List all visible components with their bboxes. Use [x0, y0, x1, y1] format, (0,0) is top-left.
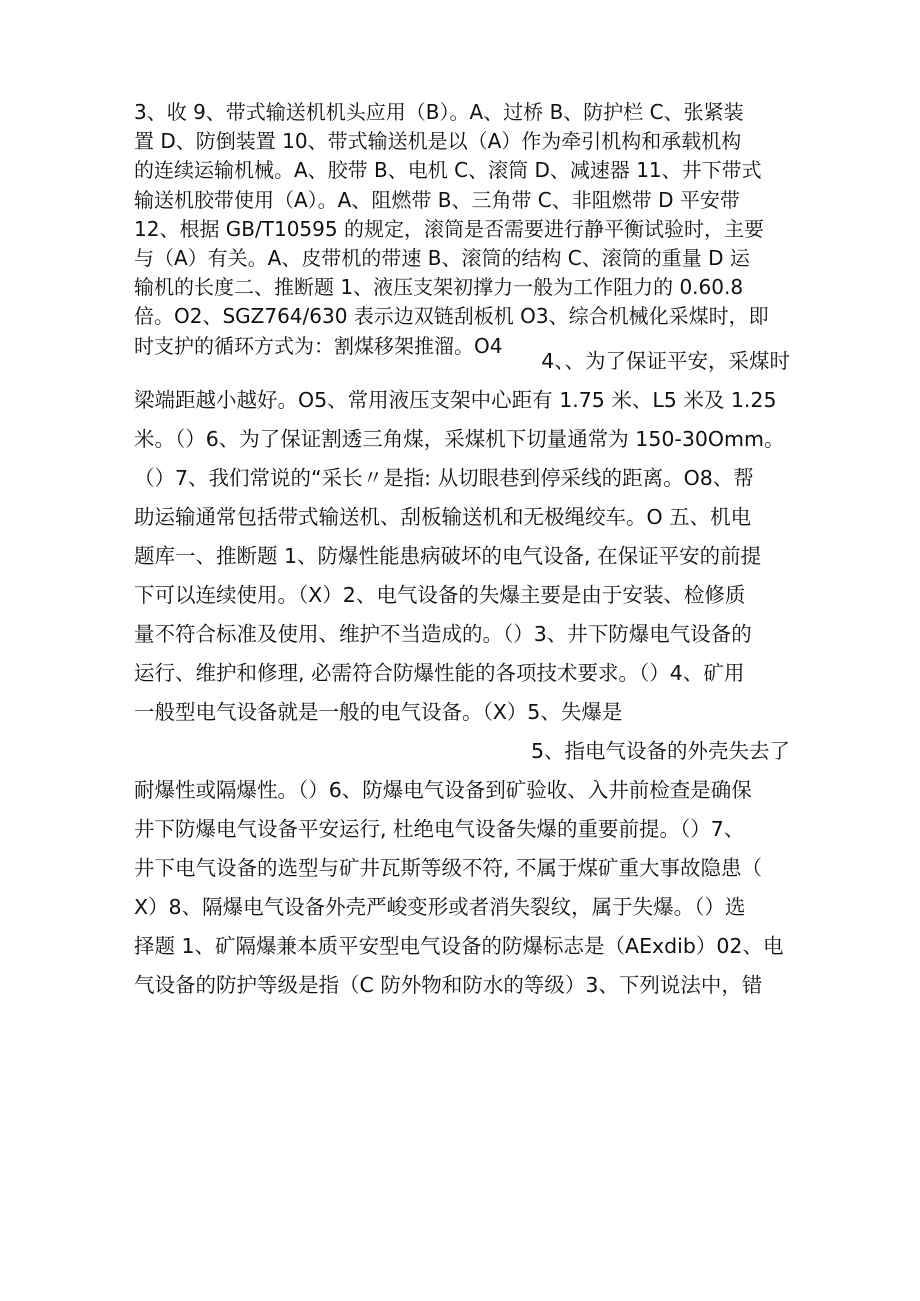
- text-line: 耐爆性或隔爆性。（）6、防爆电气设备到矿验收、入井前检查是确保: [134, 778, 752, 802]
- text-line: 一般型电气设备就是一般的电气设备。（X）5、失爆是: [134, 700, 623, 724]
- text-line: 运行、维护和修理, 必需符合防爆性能的各项技术要求。（）4、矿用: [134, 661, 745, 685]
- text-line: 助运输通常包括带式输送机、刮板输送机和无极绳绞车。O 五、机电: [134, 505, 752, 529]
- text-line: 题库一、推断题 1、防爆性能患病破坏的电气设备, 在保证平安的前提: [134, 544, 762, 568]
- text-line: 与（A）有关。A、皮带机的带速 B、滚筒的结构 C、滚筒的重量 D 运: [134, 245, 750, 270]
- text-line: 下可以连续使用。（X）2、电气设备的失爆主要是由于安装、检修质: [134, 583, 746, 607]
- text-line: 量不符合标准及使用、维护不当造成的。（）3、井下防爆电气设备的: [134, 622, 752, 646]
- text-line: X）8、隔爆电气设备外壳严峻变形或者消失裂纹，属于失爆。（）选: [134, 895, 746, 919]
- text-line-right-aligned: 4、、为了保证平安，采煤时: [541, 349, 790, 373]
- text-line: 输送机胶带使用（A）。A、阻燃带 B、三角带 C、非阻燃带 D 平安带: [134, 187, 740, 212]
- text-line: 井下电气设备的选型与矿井瓦斯等级不符, 不属于煤矿重大事故隐患（: [134, 856, 763, 880]
- text-line: 梁端距越小越好。O5、常用液压支架中心距有 1.75 米、L5 米及 1.25: [134, 388, 777, 412]
- text-line: 井下防爆电气设备平安运行, 杜绝电气设备失爆的重要前提。（）7、: [134, 817, 745, 841]
- text-block-upper: [134, 98, 794, 361]
- text-line: 择题 1、矿隔爆兼本质平安型电气设备的防爆标志是（AExdib）02、电: [134, 934, 784, 958]
- text-line: 时支护的循环方式为：割煤移架推溜。O4: [134, 333, 503, 358]
- text-line: 米。（）6、为了保证割透三角煤，采煤机下切量通常为 150-30Omm。: [134, 427, 785, 451]
- text-line: 输机的长度二、推断题 1、液压支架初撑力一般为工作阻力的 0.60.8: [134, 275, 744, 300]
- text-line: 气设备的防护等级是指（C 防外物和防水的等级）3、下列说法中，错: [134, 973, 763, 997]
- text-line: 的连续运输机械。A、胶带 B、电机 C、滚筒 D、减速器 11、井下带式: [134, 158, 762, 183]
- text-block-lower: [134, 342, 794, 1005]
- text-line: 置 D、防倒装置 10、带式输送机是以（A）作为牵引机构和承载机构: [134, 129, 742, 154]
- text-line: （）7、我们常说的“采长〃是指: 从切眼巷到停采线的距离。O8、帮: [134, 466, 754, 490]
- text-line: 倍。O2、SGZ764/630 表示边双链刮板机 O3、综合机械化采煤时，即: [134, 304, 769, 329]
- text-line: 3、收 9、带式输送机机头应用（B）。A、过桥 B、防护栏 C、张紧装: [134, 100, 744, 124]
- text-line-right-aligned: 5、指电气设备的外壳失去了: [530, 739, 790, 763]
- text-line: 12、根据 GB/T10595 的规定，滚筒是否需要进行静平衡试验时，主要: [134, 216, 764, 241]
